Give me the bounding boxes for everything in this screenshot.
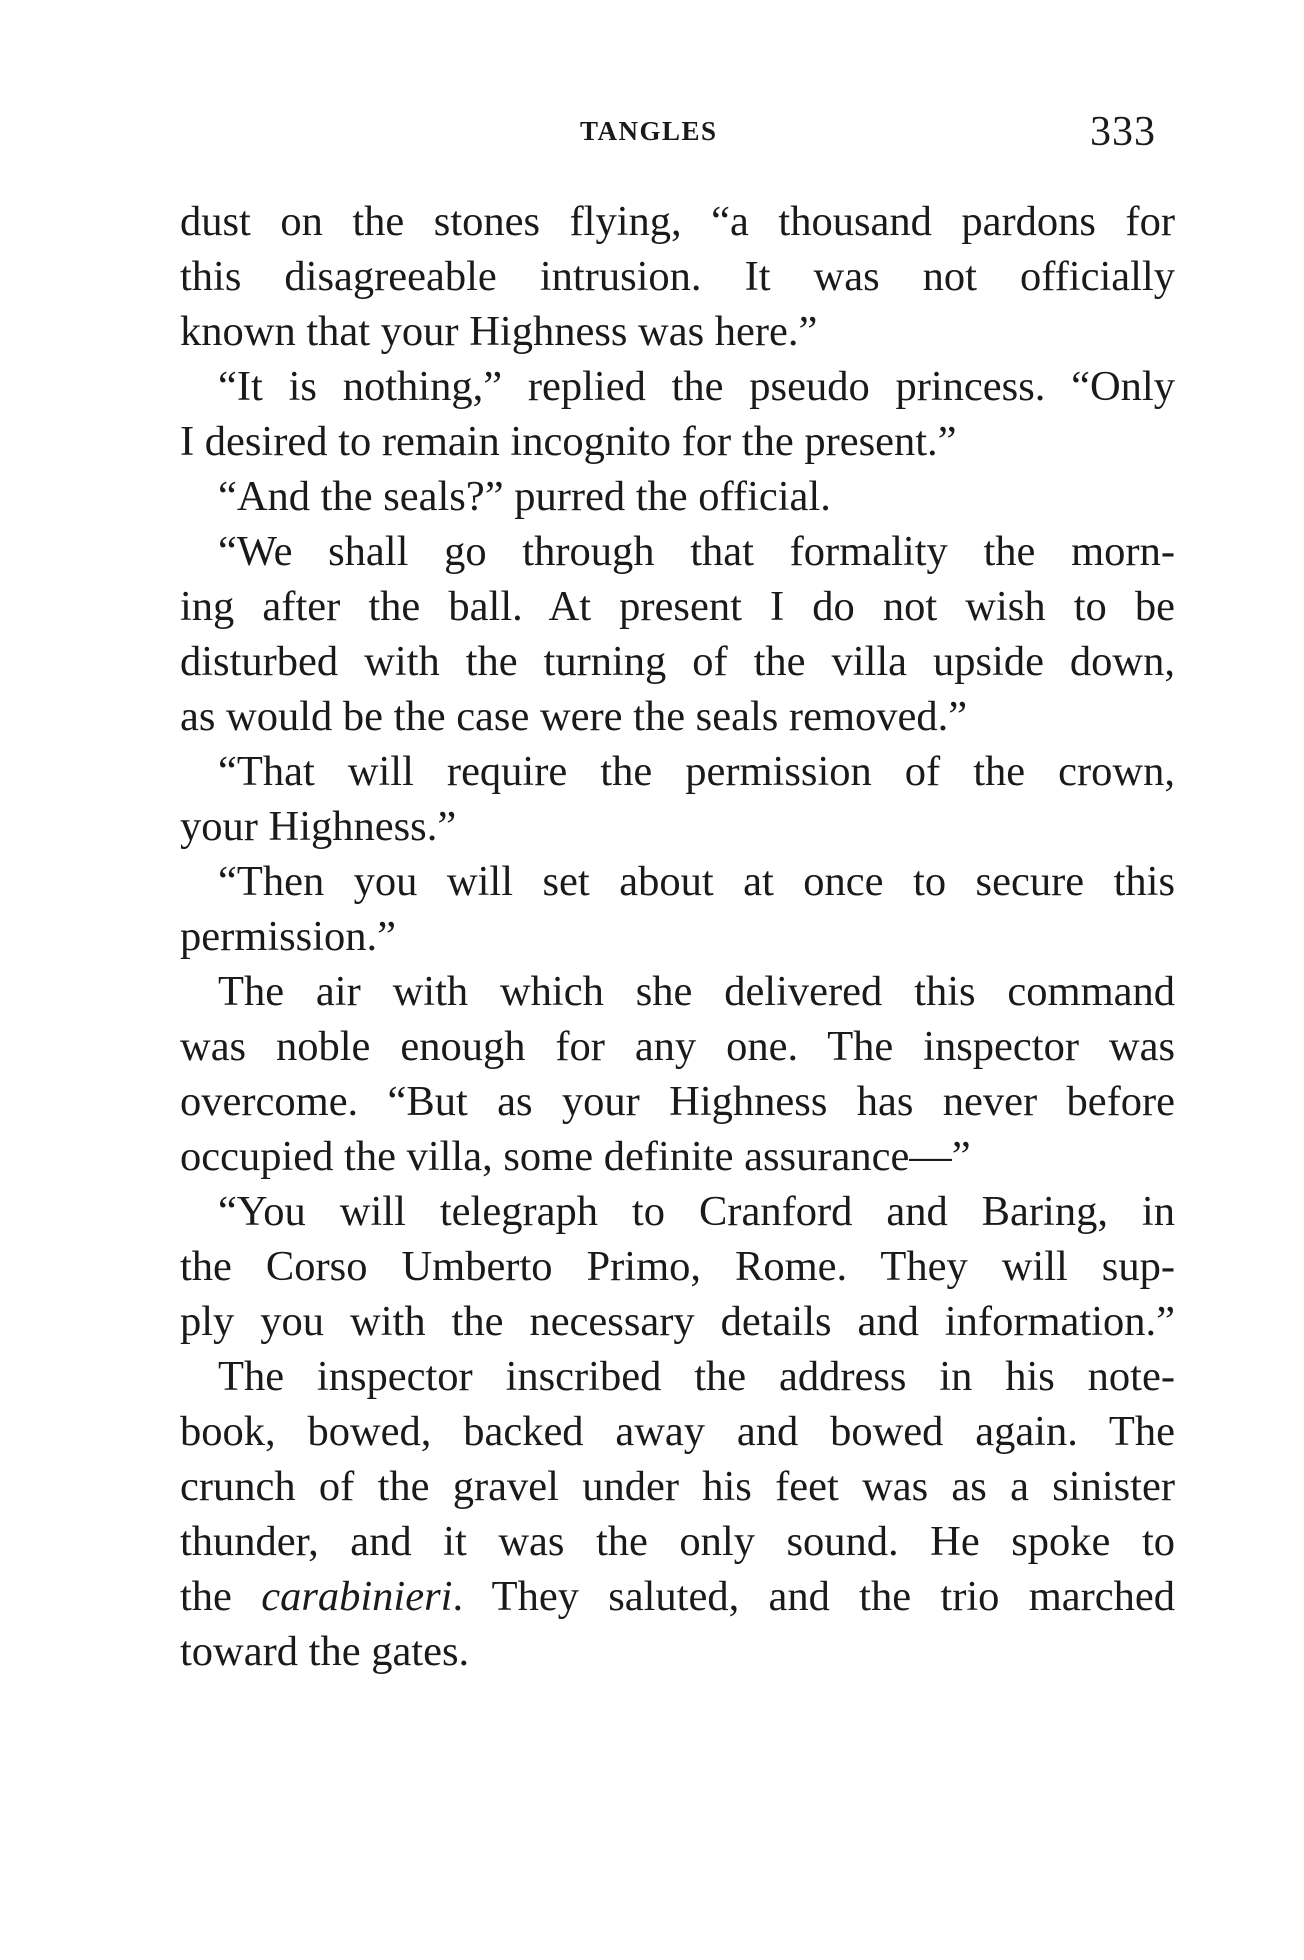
text-line: your Highness.” xyxy=(180,803,457,850)
running-head xyxy=(0,108,1304,168)
text-line: I desired to remain incognito for the present.” xyxy=(180,418,957,465)
text-line: was noble enough for any one. The inspector was xyxy=(180,1023,1175,1070)
text-line: toward the gates. xyxy=(180,1628,470,1675)
italic-term: carabinieri xyxy=(261,1573,453,1620)
text-line: occupied the villa, some definite assurance—” xyxy=(180,1133,971,1180)
text-line: the carabinieri. They saluted, and the trio marched xyxy=(180,1573,1176,1620)
text-line: “It is nothing,” replied the pseudo princess. “Only xyxy=(218,363,1175,410)
text-line: The inspector inscribed the address in his note- xyxy=(218,1353,1175,1400)
text-line: known that your Highness was here.” xyxy=(180,308,818,355)
text-line: as would be the case were the seals removed.” xyxy=(180,693,968,740)
body-text xyxy=(180,194,1175,1679)
text-line: “Then you will set about at once to secure this xyxy=(218,858,1175,905)
text-line: dust on the stones flying, “a thousand pardons for xyxy=(180,198,1175,245)
text-line: overcome. “But as your Highness has never before xyxy=(180,1078,1175,1125)
page-number: 333 xyxy=(1090,109,1156,155)
text-line: “We shall go through that formality the morn- xyxy=(218,528,1175,575)
text-line: “And the seals?” purred the official. xyxy=(218,473,831,520)
text-line: permission.” xyxy=(180,913,397,960)
text-line: “That will require the permission of the crown, xyxy=(218,748,1175,795)
text-line: the Corso Umberto Primo, Rome. They will sup- xyxy=(180,1243,1175,1290)
text-line: this disagreeable intrusion. It was not officially xyxy=(180,253,1175,300)
text-line: “You will telegraph to Cranford and Baring, in xyxy=(218,1188,1175,1235)
text-line: The air with which she delivered this command xyxy=(218,968,1175,1015)
text-line: disturbed with the turning of the villa upside down, xyxy=(180,638,1175,685)
text-line: book, bowed, backed away and bowed again. The xyxy=(180,1408,1175,1455)
text-line: crunch of the gravel under his feet was as a sinister xyxy=(180,1463,1175,1510)
running-title: TANGLES xyxy=(580,116,718,146)
text-line: thunder, and it was the only sound. He spoke to xyxy=(180,1518,1175,1565)
text-line: ply you with the necessary details and information.” xyxy=(180,1298,1175,1345)
text-line: ing after the ball. At present I do not wish to be xyxy=(180,583,1175,630)
